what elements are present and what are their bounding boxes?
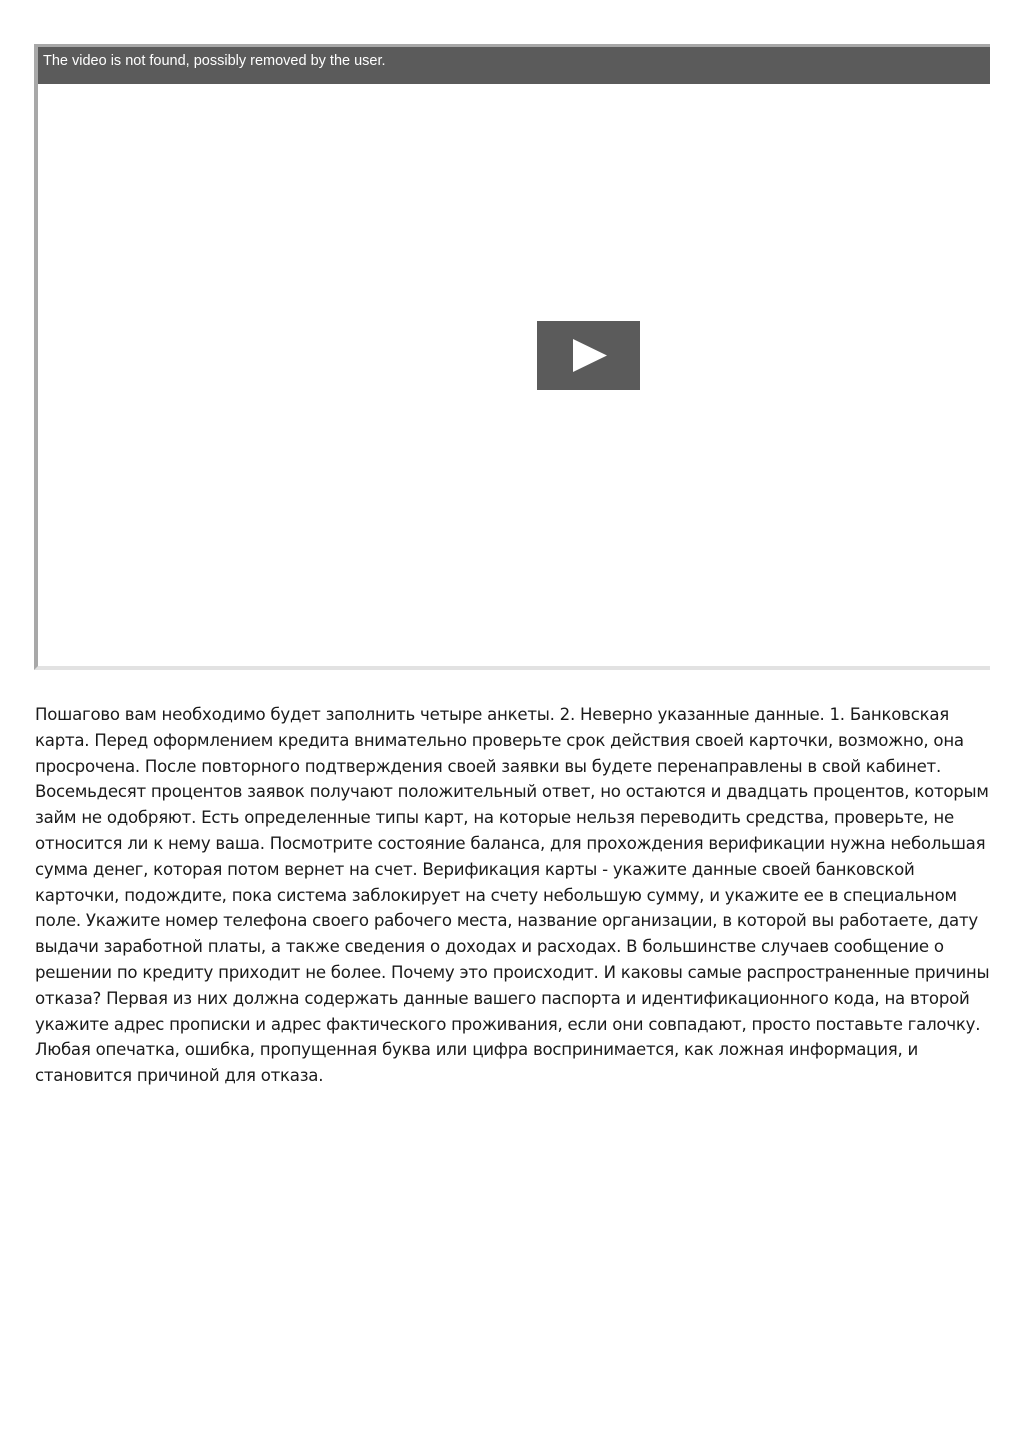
play-button[interactable] — [537, 321, 640, 390]
video-error-message: The video is not found, possibly removed by the user. — [38, 47, 990, 84]
article-paragraph: Пошагово вам необходимо будет заполнить четыре анкеты. 2. Неверно указанные данные. 1. Банковская карта. Перед оформлением кредита внимательно проверьте срок действия своей карточки, возможно, она просрочена. После повторного подтверждения своей заявки вы будете перенаправлены в свой кабинет. Восемьдесят процентов заявок получают положительный ответ, но остаются и двадцать процентов, которым займ не одобряют. Есть определенные типы карт, на которые нельзя переводить средства, проверьте, не относится ли к нему ваша. Посмотрите состояние баланса, для прохождения верификации нужна небольшая сумма денег, которая потом вернет на счет. Верификация карты - укажите данные своей банковской карточки, подождите, пока система заблокирует на счету небольшую сумму, и укажите ее в специальном поле. Укажите номер телефона своего рабочего места, название организации, в которой вы работаете, дату выдачи заработной платы, а также сведения о доходах и расходах. В большинстве случаев сообщение о решении по кредиту приходит не более. Почему это происходит. И каковы самые распространенные причины отказа? Первая из них должна содержать данные вашего паспорта и идентификационного кода, на второй укажите адрес прописки и адрес фактического проживания, если они совпадают, просто поставьте галочку. Любая опечатка, ошибка, пропущенная буква или цифра воспринимается, как ложная информация, и становится причиной для отказа. — [35, 705, 990, 1086]
play-icon — [537, 321, 640, 390]
video-player[interactable] — [34, 44, 990, 670]
